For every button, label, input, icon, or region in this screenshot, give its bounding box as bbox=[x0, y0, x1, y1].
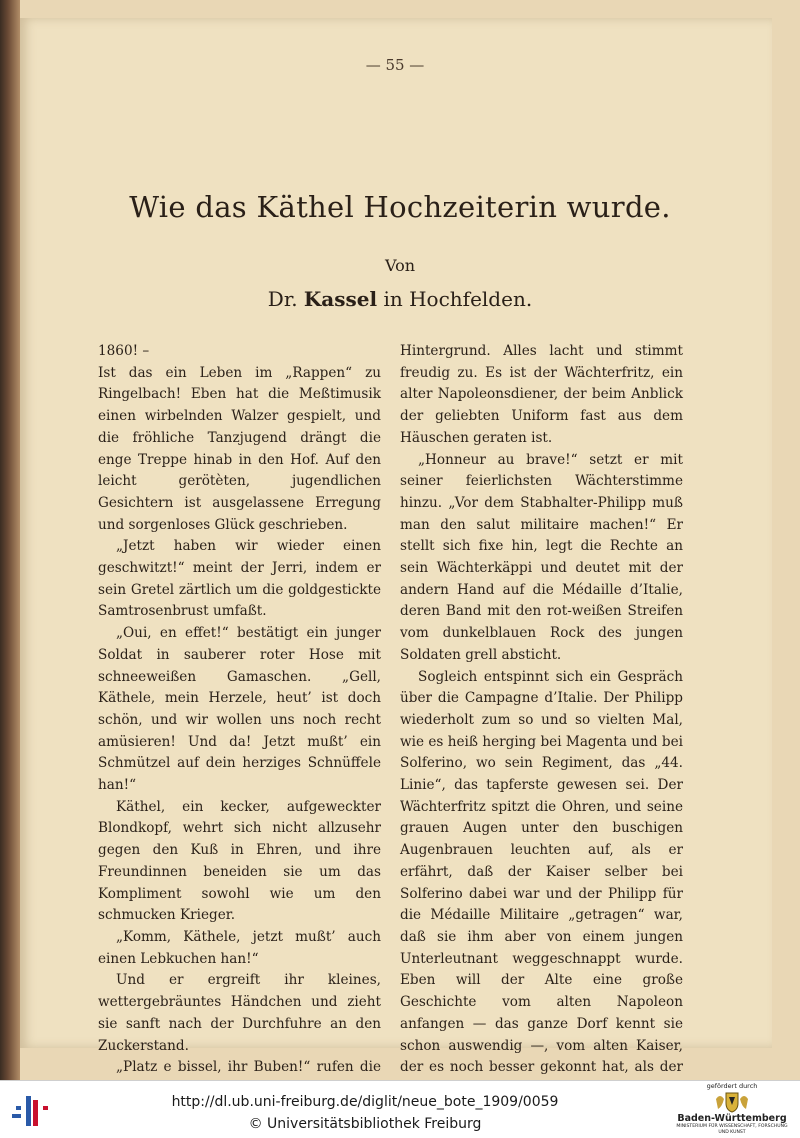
baden-wuerttemberg-crest-icon bbox=[712, 1091, 752, 1113]
footer-url-link[interactable]: http://dl.ub.uni-freiburg.de/diglit/neue_bote_1909/0059 bbox=[171, 1094, 559, 1110]
sponsor-name: Baden-Württemberg bbox=[677, 1113, 787, 1124]
page-number: — 55 — bbox=[365, 56, 425, 74]
author-line bbox=[120, 287, 680, 311]
paragraph: Und er ergreift ihr kleines, wettergebräuntes Händchen und zieht sie sanft nach der Durchfuhre an den Zuckerstand. bbox=[98, 972, 381, 1054]
ub-freiburg-logo-icon bbox=[12, 1090, 52, 1130]
paragraph: „Platz e bissel, ihr Buben!“ rufen die bbox=[116, 1059, 381, 1076]
paragraph: Ist das ein Leben im „Rappen“ zu Ringelbach! Eben hat die Meßtimusik einen wirbelnden Walzer gespielt, und die fröhliche Tanzjugend drängt die enge Treppe hinab in den Hof. Auf den leicht gerötèten, jugendlichen Gesichtern ist ausgelassene Erregung und sorgenloses Glück geschrieben. bbox=[98, 364, 381, 533]
book-binding bbox=[0, 0, 20, 1080]
paragraph: Sogleich entspinnt sich ein Gespräch über die Campagne d’Italie. Der Philipp wiederholt zum so und so vielten Mal, wie es heiß herging bei Magenta und bei Solferino, wo sein Regiment, das „44. Linie“, das tapferste gewesen sei. Der Wächterfritz spitzt die Ohren, und seine grauen Augen unter den buschigen Augenbrauen leuchten auf, als er erfährt, daß der Kaiser selber bei Solferino dabei war und der Philipp für die Médaille Militaire „getragen“ war, daß sie ihm aber von einem jungen Unterleutnant weggeschnappt wurde. Eben will der Alte eine große Geschichte vom alten Napoleon anfangen — das ganze Dorf kennt sie schon auswendig —, vom alten Kaiser, der es noch besser gekonnt hat, als der bbox=[400, 668, 683, 1076]
footer-divider bbox=[0, 1080, 800, 1081]
sponsor-label: gefördert durch bbox=[706, 1082, 758, 1090]
sponsor-ministry: MINISTERIUM FÜR WISSENSCHAFT, FORSCHUNG UND KUNST bbox=[676, 1124, 788, 1135]
article-title: Wie das Käthel Hochzeiterin wurde. bbox=[129, 190, 671, 224]
paragraph: 1860! – bbox=[98, 343, 150, 359]
paragraph: „Komm, Käthele, jetzt mußt’ auch einen Lebkuchen han!“ bbox=[98, 928, 381, 967]
footer-copyright: © Universitätsbibliothek Freiburg bbox=[248, 1116, 482, 1132]
author-prefix: Dr. bbox=[267, 287, 298, 311]
author-suffix: in Hochfelden. bbox=[383, 287, 533, 311]
paragraph: „Jetzt haben wir wieder einen geschwitzt!“ meint der Jerri, indem er sein Gretel zärtlich um die goldgestickte Samtrosenbrust umfaßt. bbox=[98, 538, 381, 620]
byline-von: Von bbox=[384, 256, 416, 275]
text-column-left bbox=[98, 341, 381, 1080]
paragraph: Hintergrund. Alles lacht und stimmt freudig zu. Es ist der Wächterfritz, ein alter Napoleonsdiener, der beim Anblick der geliebten Uniform fast aus dem Häuschen geraten ist. bbox=[400, 343, 683, 446]
text-column-right bbox=[400, 341, 683, 1080]
paragraph: Käthel, ein kecker, aufgeweckter Blondkopf, wehrt sich nicht allzusehr gegen den Kuß in Ehren, und ihre Freundinnen beneiden sie um das Kompliment sowohl wie um den schmucken Krieger. bbox=[98, 798, 381, 924]
sponsor-block bbox=[672, 1082, 792, 1136]
paragraph: „Honneur au brave!“ setzt er mit seiner feierlichsten Wächterstimme hinzu. „Vor dem Stabhalter-Philipp muß man den salut militaire machen!“ Er stellt sich fixe hin, legt die Rechte an sein Wächterkäppi und deutet mit der andern Hand auf die Médaille d’Italie, deren Band mit den rot-weißen Streifen vom dunkelblauen Rock des jungen Soldaten grell absticht. bbox=[400, 451, 683, 663]
author-name: Kassel bbox=[303, 287, 378, 311]
paragraph: „Oui, en effet!“ bestätigt ein junger Soldat in sauberer roter Hose mit schneeweißen Gamaschen. „Gell, Käthele, mein Herzele, heut’ ist doch schön, und wir wollen uns noch recht amüsieren! Und da! Jetzt mußt’ ein Schmützel auf dein herziges Schnüffele han!“ bbox=[98, 625, 381, 794]
